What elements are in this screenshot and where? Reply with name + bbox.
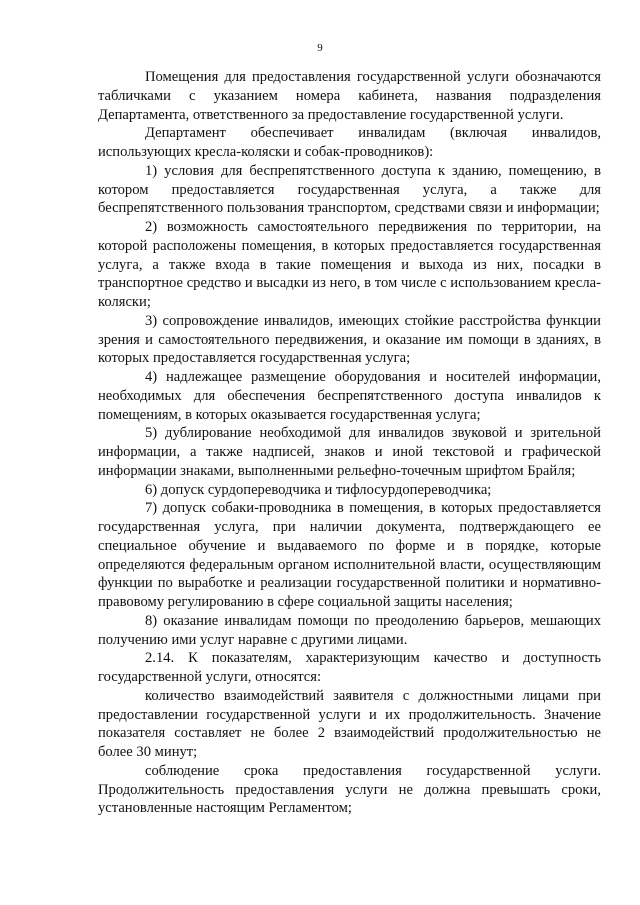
indicator-deadline-compliance: соблюдение срока предоставления государственной услуги. Продолжительность предоставления услуги не должна превышать сроки, установленные настоящим Регламентом; bbox=[98, 762, 601, 817]
document-body bbox=[98, 68, 601, 818]
list-item-2-independent-movement: 2) возможность самостоятельного передвижения по территории, на которой расположены помещения, в которых предоставляется государственная услуга, а также входа в такие помещения и выхода из них, посадки в транспортное средство и высадки из него, в том числе с использованием кресла-коляски; bbox=[98, 219, 601, 310]
list-item-3-escort: 3) сопровождение инвалидов, имеющих стойкие расстройства функции зрения и самостоятельного передвижения, и оказание им помощи в зданиях, в которых предоставляется государственная услуга; bbox=[98, 312, 601, 367]
page-number: 9 bbox=[317, 42, 323, 54]
list-item-8-barrier-assistance: 8) оказание инвалидам помощи по преодолению барьеров, мешающих получению ими услуг наравне с другими лицами. bbox=[98, 612, 601, 648]
list-item-5-information-duplication: 5) дублирование необходимой для инвалидов звуковой и зрительной информации, а также надписей, знаков и иной текстовой и графической информации знаками, выполненными рельефно-точечным шрифтом Брайля; bbox=[98, 425, 601, 479]
list-item-6-interpreter-admission: 6) допуск сурдопереводчика и тифлосурдопереводчика; bbox=[145, 481, 492, 498]
list-item-4-equipment-placement: 4) надлежащее размещение оборудования и носителей информации, необходимых для обеспечения беспрепятственного доступа инвалидов к помещениям, в которых оказывается государственная услуга; bbox=[98, 369, 601, 423]
paragraph-premises-signage: Помещения для предоставления государственной услуги обозначаются табличками с указанием номера кабинета, названия подразделения Департамента, ответственного за предоставление государственной услуги. bbox=[98, 69, 601, 123]
paragraph-department-ensures: Департамент обеспечивает инвалидам (включая инвалидов, использующих кресла-коляски и собак-проводников): bbox=[98, 125, 601, 160]
list-item-1-access-conditions: 1) условия для беспрепятственного доступа к зданию, помещению, в котором предоставляется государственная услуга, а также для беспрепятственного пользования транспортом, средствами связи и информации; bbox=[98, 162, 601, 217]
section-2-14-quality-indicators: 2.14. К показателям, характеризующим качество и доступность государственной услуги, относятся: bbox=[98, 650, 601, 685]
indicator-interactions-count: количество взаимодействий заявителя с должностными лицами при предоставлении государственной услуги и их продолжительность. Значение показателя составляет не более 2 взаимодействий продолжительностью не более 30 минут; bbox=[98, 687, 601, 760]
list-item-7-guide-dog-admission: 7) допуск собаки-проводника в помещения, в которых предоставляется государственная услуга, при наличии документа, подтверждающего ее специальное обучение и выдаваемого по форме и в порядке, которые определяются федеральным органом исполнительной власти, осуществляющим функции по выработке и реализации государственной политики и нормативно-правовому регулированию в сфере социальной защиты населения; bbox=[98, 500, 601, 610]
